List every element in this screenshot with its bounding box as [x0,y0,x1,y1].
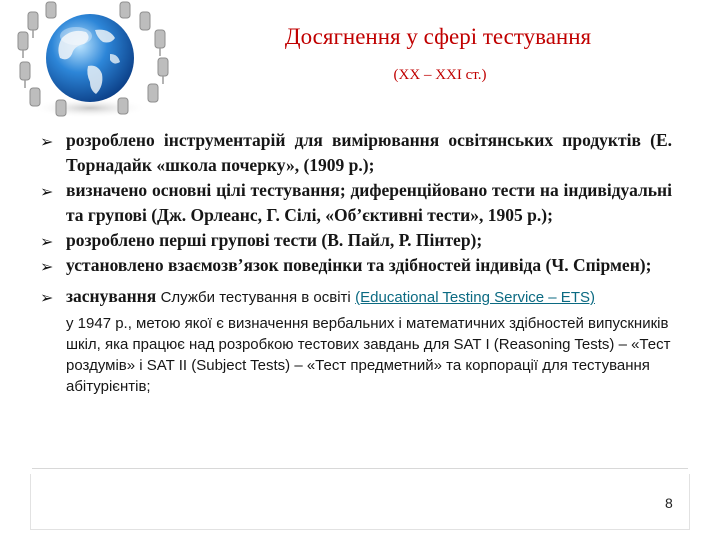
page-title: Досягнення у сфері тестування [284,24,592,49]
page-subtitle: (ХХ – ХХІ ст.) [393,67,487,83]
ets-link[interactable]: (Educational Testing Service – ETS) [355,289,595,306]
bullet-text: розроблено інструментарій для вимірювання освітянських продуктів (Е. Торнадайк «школа почерку», (1909 р.); [66,130,672,175]
footer-frame [30,474,690,530]
arrow-bullet-icon: ➢ [40,132,54,151]
bullet-text: установлено взаємозв’язок поведінки та здібностей індивіда (Ч. Спірмен); [66,255,652,275]
bullet-item [40,228,672,253]
page-number: 8 [665,495,673,511]
arrow-bullet-icon: ➢ [40,288,54,307]
arrow-bullet-icon: ➢ [40,232,54,251]
arrow-bullet-icon: ➢ [40,257,54,276]
bullet-text: у 1947 р., метою якої є визначення вербальних і математичних здібностей випускників шкіл, яка працює над розробкою тестових завдань для SAT I (Reasoning Tests) – «Тест роздумів» і SAT II (Subject Tests) – «Тест предметний» та корпорації для тестування абітурієнтів; [66,315,671,395]
bullet-text: визначено основні цілі тестування; диференційовано тести на індивідуальні та групові (Дж. Орлеанс, Г. Сілі, «Об’єктивні тести», 1905 р.); [66,180,672,225]
bullet-lead-service: Служби тестування в освіті [160,289,351,306]
bullet-text: розроблено перші групові тести (В. Пайл, Р. Пінтер); [66,230,483,250]
arrow-bullet-icon: ➢ [40,182,54,201]
bullet-list [40,128,672,397]
bullet-item [40,284,672,397]
globe-with-chairs-icon [0,0,200,125]
bullet-item [40,128,672,178]
bullet-item [40,253,672,278]
bullet-lead: заснування [66,286,157,306]
footer-divider [32,468,688,469]
bullet-item [40,178,672,228]
